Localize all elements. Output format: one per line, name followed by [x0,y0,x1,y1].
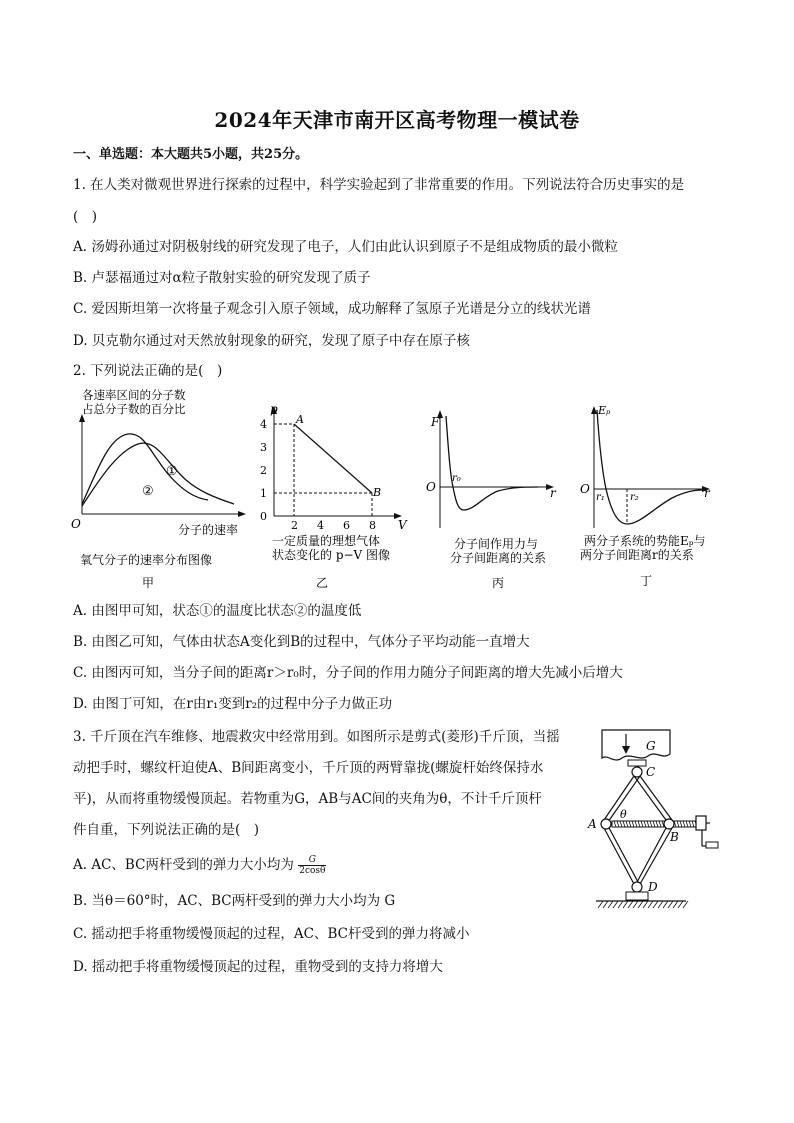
q3-option-d: D. 摇动把手将重物缓慢顶起的过程，重物受到的支持力将增大 [73,959,443,975]
ground-hatch-mark [683,901,688,908]
yi-ytick-label: 4 [260,418,267,431]
jia-xlabel: 分子的速率 [178,523,239,537]
yi-ytick-label: 3 [260,441,267,454]
ground-hatch-mark [608,901,613,908]
ground-hatch-mark [603,901,608,908]
bing-force-curve [446,416,538,510]
yi-xtick-label: 4 [317,519,324,532]
jack-handle-grip [706,842,718,848]
figure-bing [420,404,570,592]
ding-caption1: 两分子系统的势能Eₚ与 [584,534,706,548]
yi-point-b: B [373,486,382,499]
jack-joint-c [632,767,642,777]
q3-stem-line4: 件自重，下列说法正确的是( ) [73,822,260,838]
jia-origin: O [71,517,81,531]
ground-hatch-mark [623,901,628,908]
jack-handle-body [696,816,706,830]
q3-option-a-fraction [298,855,326,876]
jia-curve2-label: ② [142,484,154,499]
ding-ylabel: Eₚ [598,404,611,417]
jack-label-d: D [648,880,658,894]
q1-stem-line1: 1. 在人类对微观世界进行探索的过程中，科学实验起到了非常重要的作用。下列说法符合历史事实的是 [73,177,685,193]
yi-xtick-label: 8 [369,519,376,532]
bing-ylabel: F [431,415,440,429]
jia-curve1-label: ① [166,464,178,479]
bing-name: 丙 [492,576,505,590]
jack-joint-b [664,819,674,829]
jia-caption: 氧气分子的速率分布图像 [80,553,213,567]
ding-caption2: 两分子间距离r的关系 [580,548,694,562]
yi-ytick-label: 2 [260,464,267,477]
q3-option-a-text: A. AC、BC两杆受到的弹力大小均为 [73,857,294,873]
ground-hatch-mark [618,901,623,908]
figure-jia [66,382,252,592]
yi-name: 乙 [316,576,329,590]
q3-option-a [73,855,326,876]
ground-hatch-mark [643,901,648,908]
jia-ylabel1: 各速率区间的分子数 [82,388,186,402]
jack-top-plate [628,760,646,766]
q1-option-a: A. 汤姆孙通过对阴极射线的研究发现了电子，人们由此认识到原子不是组成物质的最小微粒 [73,239,618,255]
q3-stem-line2: 动把手时，螺纹杆迫使A、B间距离变小，千斤顶的两臂靠拢(螺旋杆始终保持水 [73,760,544,776]
ding-origin: O [580,482,590,496]
jack-label-theta: θ [620,808,627,821]
jack-joint-a [601,819,611,829]
bing-caption2: 分子间距离的关系 [450,551,547,565]
yi-xtick-label: 6 [343,519,350,532]
ding-name: 丁 [640,574,653,588]
scissor-jack-figure [586,724,726,914]
page-title: 2024年天津市南开区高考物理一模试卷 [214,108,580,132]
jack-label-a: A [588,817,597,831]
ground-hatch-mark [668,901,673,908]
bing-r0: r₀ [452,473,461,484]
q1-option-b: B. 卢瑟福通过对α粒子散射实验的研究发现了质子 [73,270,371,286]
yi-ytick-label: 1 [260,487,267,500]
jia-name: 甲 [142,576,155,590]
jack-label-c: C [646,765,656,779]
ground-hatch-mark [598,901,603,908]
ground-hatch-mark [633,901,638,908]
ding-r1: r₁ [596,492,605,503]
yi-ytick-label: 0 [260,510,267,523]
q1-stem-line2: ( ) [73,209,98,225]
yi-process-line [294,424,372,493]
ding-potential-curve [597,410,702,524]
ground-hatch-mark [653,901,658,908]
yi-xlabel: V [398,518,407,532]
figure-yi [252,398,422,592]
q3-option-c: C. 摇动把手将重物缓慢顶起的过程，AC、BC杆受到的弹力将减小 [73,926,470,942]
yi-caption1: 一定质量的理想气体 [272,534,381,548]
jia-ylabel2: 占总分子数的百分比 [82,402,186,416]
yi-caption2: 状态变化的 p−V 图像 [272,548,391,562]
ground-hatch-mark [628,901,633,908]
yi-point-a: A [296,413,304,426]
ground-hatch-mark [663,901,668,908]
ground-hatch-mark [673,901,678,908]
jia-curve-1 [82,443,234,506]
jack-joint-d [632,882,642,892]
ground-hatch-mark [678,901,683,908]
q3-stem-line1: 3. 千斤顶在汽车维修、地震救灾中经常用到。如图所示是剪式(菱形)千斤顶，当摇 [73,729,560,745]
q2-stem: 2. 下列说法正确的是( ) [73,363,223,379]
figure-ding [576,400,738,592]
q2-option-c: C. 由图丙可知，当分子间的距离r＞r₀时，分子间的作用力随分子间距离的增大先减小后增大 [73,665,623,681]
q3-fraction-numerator: G [298,855,326,866]
bing-xlabel: r [550,486,556,500]
ground-hatch-mark [658,901,663,908]
bing-caption1: 分子间作用力与 [454,537,539,551]
jack-base [626,892,648,900]
jack-load-block [602,730,670,760]
section-heading: 一、单选题：本大题共5小题，共25分。 [73,147,309,162]
yi-ylabel: p [270,402,278,416]
q3-stem-line3: 平)，从而将重物缓慢顶起。若物重为G，AB与AC间的夹角为θ，不计千斤顶杆 [73,791,542,807]
ground-hatch-mark [613,901,618,908]
q3-option-b: B. 当θ＝60°时，AC、BC两杆受到的弹力大小均为 G [73,893,396,909]
yi-xtick-label: 2 [291,519,298,532]
jack-label-b: B [670,830,679,844]
q1-option-d: D. 贝克勒尔通过对天然放射现象的研究，发现了原子中存在原子核 [73,333,470,349]
bing-origin: O [426,480,436,494]
q2-option-a: A. 由图甲可知，状态①的温度比状态②的温度低 [73,603,362,619]
jack-label-g: G [646,739,656,753]
ground-hatch-mark [648,901,653,908]
ding-r2: r₂ [630,492,639,503]
ding-xlabel: r [704,486,710,500]
q2-option-b: B. 由图乙可知，气体由状态A变化到B的过程中，气体分子平均动能一直增大 [73,634,530,650]
ground-hatch-mark [638,901,643,908]
q3-fraction-denominator: 2cosθ [299,866,326,876]
q2-option-d: D. 由图丁可知，在r由r₁变到r₂的过程中分子力做正功 [73,696,393,712]
q1-option-c: C. 爱因斯坦第一次将量子观念引入原子领域，成功解释了氢原子光谱是分立的线状光谱 [73,301,591,317]
